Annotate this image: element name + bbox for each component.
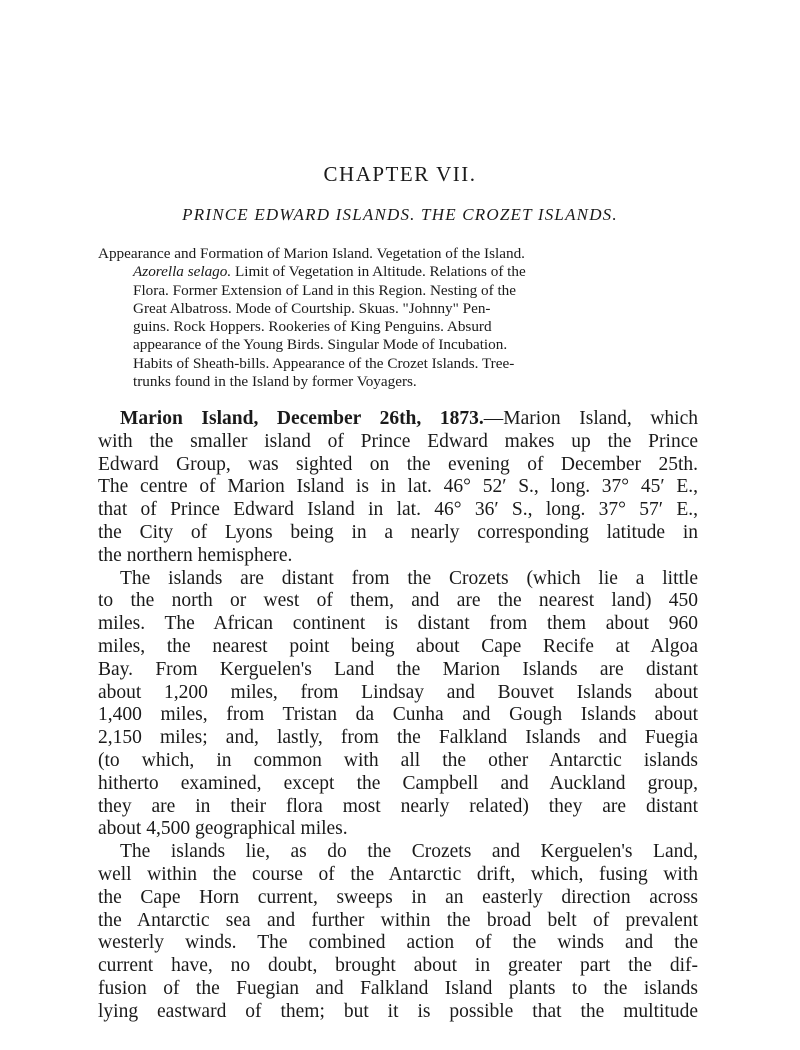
body-line: (to which, in common with all the other Antarctic islands — [98, 749, 698, 771]
body-line: the northern hemisphere. — [98, 544, 293, 566]
synopsis-line: Habits of Sheath-bills. Appearance of the Crozet Islands. Tree- — [133, 354, 515, 372]
body-line: fusion of the Fuegian and Falkland Island plants to the islands — [98, 977, 698, 999]
body-line — [98, 408, 698, 431]
chapter-subtitle: PRINCE EDWARD ISLANDS. THE CROZET ISLANDS. — [182, 205, 618, 224]
section-heading: Marion Island, December 26th, 1873. — [120, 408, 484, 429]
body-line: hitherto examined, except the Campbell and Auckland group, — [98, 772, 698, 794]
synopsis-line-rest: Limit of Vegetation in Altitude. Relations of the — [231, 263, 526, 281]
body-line: lying eastward of them; but it is possible that the multitude — [98, 1000, 698, 1022]
body-line: 2,150 miles; and, lastly, from the Falkland Islands and Fuegia — [98, 727, 698, 749]
synopsis-line: appearance of the Young Birds. Singular Mode of Incubation. — [133, 336, 508, 354]
synopsis-line: Flora. Former Extension of Land in this Region. Nesting of the — [133, 281, 517, 299]
body-text — [98, 408, 698, 1024]
body-line: westerly winds. The combined action of the winds and the — [98, 932, 698, 954]
body-line: current have, no doubt, brought about in greater part the dif- — [98, 955, 698, 977]
body-line: the Antarctic sea and further within the broad belt of prevalent — [98, 909, 698, 931]
body-line: about 4,500 geographical miles. — [98, 818, 348, 840]
chapter-synopsis — [98, 245, 694, 391]
synopsis-italic-term: Azorella selago. — [133, 263, 232, 281]
body-line: to the north or west of them, and are the nearest land) 450 — [98, 590, 698, 612]
body-line: miles, the nearest point being about Cape Recife at Algoa — [98, 635, 698, 657]
body-line: miles. The African continent is distant from them about 960 — [98, 613, 698, 635]
synopsis-line: trunks found in the Island by former Voyagers. — [133, 373, 417, 391]
chapter-title: CHAPTER VII. — [323, 162, 477, 186]
body-line: Bay. From Kerguelen's Land the Marion Islands are distant — [98, 658, 698, 680]
body-line: they are in their flora most nearly related) they are distant — [98, 795, 698, 817]
body-line-rest: —Marion Island, which — [483, 408, 699, 429]
synopsis-line: Appearance and Formation of Marion Island. Vegetation of the Island. — [98, 245, 525, 262]
body-line: 1,400 miles, from Tristan da Cunha and Gough Islands about — [98, 704, 698, 726]
body-line: about 1,200 miles, from Lindsay and Bouvet Islands about — [98, 681, 698, 703]
body-line: The islands are distant from the Crozets (which lie a little — [120, 567, 698, 589]
body-line: The islands lie, as do the Crozets and Kerguelen's Land, — [120, 841, 698, 863]
body-line: the City of Lyons being in a nearly corresponding latitude in — [98, 521, 698, 543]
synopsis-line: guins. Rock Hoppers. Rookeries of King Penguins. Absurd — [133, 318, 492, 336]
body-line: that of Prince Edward Island in lat. 46° 36′ S., long. 37° 57′ E., — [98, 499, 698, 521]
synopsis-line: Great Albatross. Mode of Courtship. Skuas. "Johnny" Pen- — [133, 299, 491, 317]
body-line: the Cape Horn current, sweeps in an easterly direction across — [98, 886, 698, 908]
body-line: well within the course of the Antarctic drift, which, fusing with — [98, 863, 698, 885]
body-line: with the smaller island of Prince Edward makes up the Prince — [98, 430, 698, 452]
body-line: Edward Group, was sighted on the evening of December 25th. — [98, 453, 698, 475]
synopsis-line — [133, 263, 694, 281]
body-line: The centre of Marion Island is in lat. 46° 52′ S., long. 37° 45′ E., — [98, 476, 698, 498]
